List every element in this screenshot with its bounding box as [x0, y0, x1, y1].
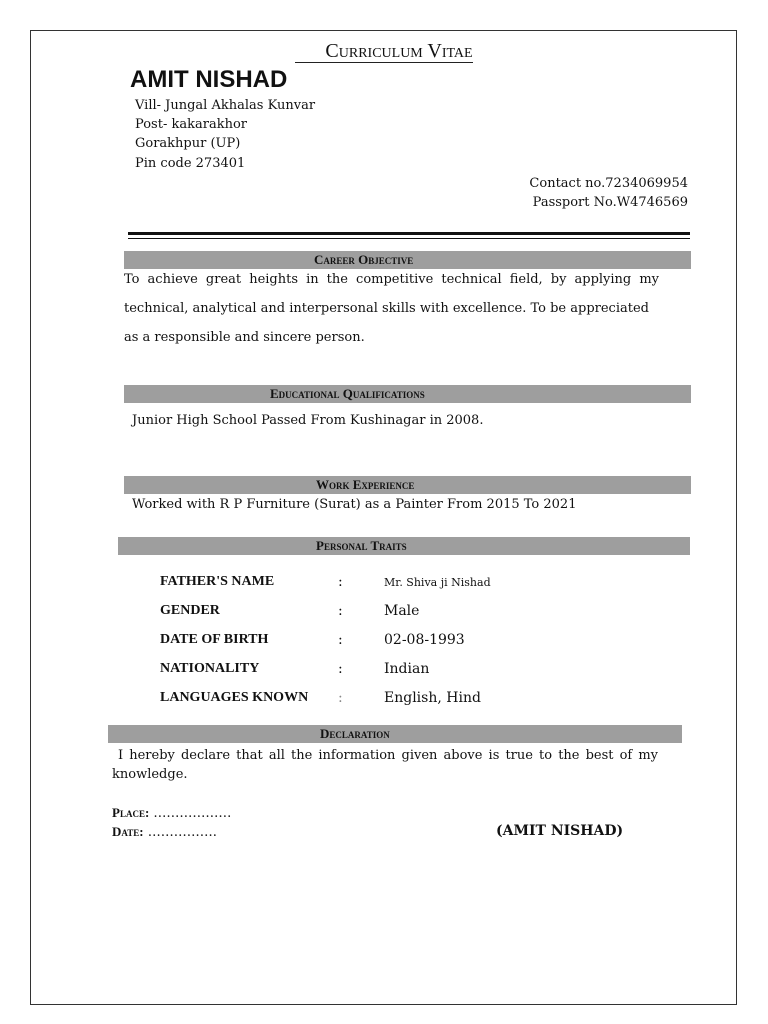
- section-heading-personal: Personal Traits: [316, 538, 407, 553]
- place-field: [112, 805, 231, 821]
- document-title: Curriculum Vitae: [0, 40, 768, 63]
- trait-label: FATHER'S NAME: [160, 574, 275, 589]
- career-text-line: To achieve great heights in the competitive technical field, by applying my: [124, 272, 659, 287]
- trait-colon: :: [338, 690, 343, 706]
- header-divider: [128, 238, 690, 239]
- header-divider: [128, 232, 690, 235]
- address-line: Pin code 273401: [135, 156, 246, 171]
- address-line: Vill- Jungal Akhalas Kunvar: [135, 98, 316, 113]
- trait-value: Indian: [384, 661, 430, 677]
- date-label: Date:: [112, 824, 144, 839]
- section-heading-career: Career Objective: [314, 252, 414, 267]
- trait-colon: :: [338, 632, 343, 648]
- signature-name: (AMIT NISHAD): [496, 823, 624, 839]
- trait-value: English, Hind: [384, 690, 481, 706]
- place-blank: ………………: [149, 806, 232, 821]
- contact-number: Contact no.7234069954: [529, 176, 688, 191]
- date-blank: …………….: [143, 825, 217, 840]
- trait-label: LANGUAGES KNOWN: [160, 690, 309, 705]
- trait-label: GENDER: [160, 603, 220, 618]
- section-heading-work: Work Experience: [316, 477, 415, 492]
- career-text-line: technical, analytical and interpersonal skills with excellence. To be appreciated: [124, 301, 649, 316]
- trait-colon: :: [338, 574, 343, 590]
- section-bar-personal: [118, 537, 690, 555]
- section-bar-education: [124, 385, 691, 403]
- date-field: [112, 824, 217, 840]
- career-text-line: as a responsible and sincere person.: [124, 330, 365, 345]
- section-bar-work: [124, 476, 691, 494]
- section-bar-declaration: [108, 725, 682, 743]
- trait-value: Male: [384, 603, 420, 619]
- trait-colon: :: [338, 661, 343, 677]
- work-text: Worked with R P Furniture (Surat) as a Painter From 2015 To 2021: [132, 497, 577, 512]
- section-heading-education: Educational Qualifications: [270, 386, 425, 401]
- passport-number: Passport No.W4746569: [532, 195, 688, 210]
- education-text: Junior High School Passed From Kushinagar in 2008.: [132, 413, 484, 428]
- address-line: Gorakhpur (UP): [135, 136, 241, 151]
- place-label: Place:: [112, 805, 150, 820]
- section-bar-career: [124, 251, 691, 269]
- trait-value: 02-08-1993: [384, 632, 465, 648]
- section-heading-declaration: Declaration: [320, 726, 390, 741]
- declaration-text-line: I hereby declare that all the information given above is true to the best of my: [118, 748, 658, 763]
- candidate-name: AMIT NISHAD: [130, 66, 288, 93]
- address-line: Post- kakarakhor: [135, 117, 247, 132]
- trait-label: DATE OF BIRTH: [160, 632, 269, 647]
- declaration-text-line: knowledge.: [112, 767, 188, 782]
- trait-colon: :: [338, 603, 343, 619]
- trait-value: Mr. Shiva ji Nishad: [384, 576, 491, 589]
- trait-label: NATIONALITY: [160, 661, 260, 676]
